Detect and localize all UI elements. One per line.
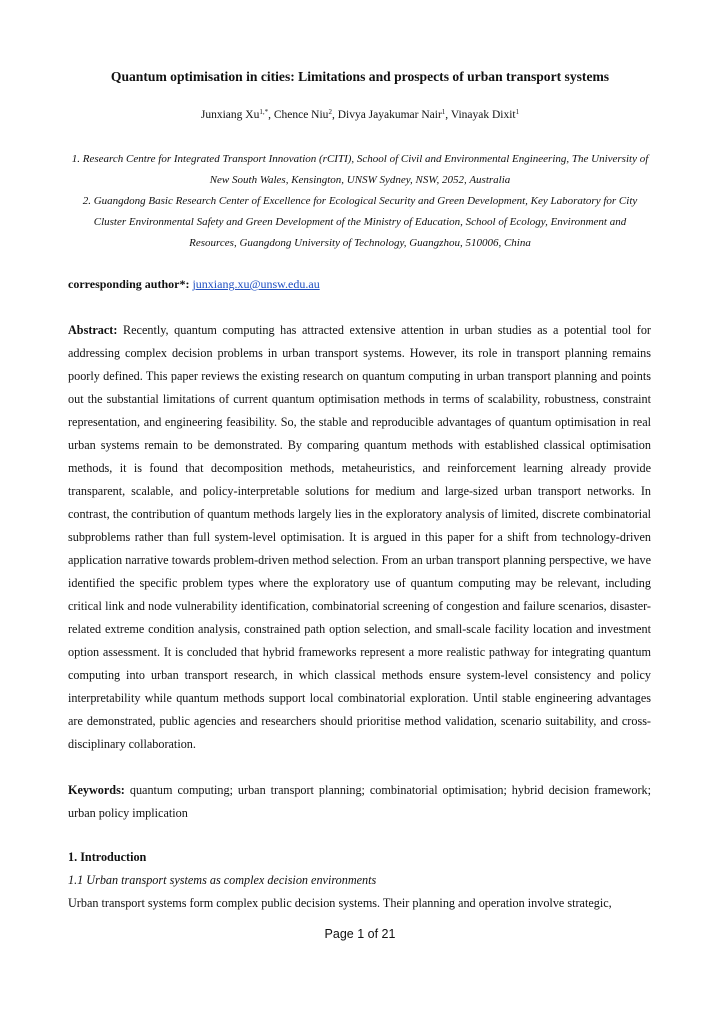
keywords xyxy=(68,779,651,825)
keywords-label: Keywords: xyxy=(68,783,125,797)
author-affiliation-mark: 1 xyxy=(515,108,520,116)
page-number: Page 1 of 21 xyxy=(324,927,396,941)
keywords-text: quantum computing; urban transport planning; combinatorial optimisation; hybrid decision framework; urban policy implication xyxy=(68,783,652,820)
paper-title: Quantum optimisation in cities: Limitations and prospects of urban transport systems xyxy=(110,69,610,84)
author-affiliation-mark: 1,* xyxy=(259,108,269,116)
author-name: Junxiang Xu xyxy=(200,109,260,121)
section-heading: 1. Introduction xyxy=(68,850,147,864)
author-name: Divya Jayakumar Nair xyxy=(337,109,442,121)
abstract-label: Abstract: xyxy=(68,323,118,337)
affiliation: 2. Guangdong Basic Research Center of Excellence for Ecological Security and Green Development, Key Laboratory for City Cluster Environmental Safety and Green Development of the Ministry of Education, School of Ecology, Environment and Resources, Guangdong University of Technology, Guangzhou, 510006, China xyxy=(82,195,638,249)
author-name: Chence Niu xyxy=(273,109,329,121)
corresponding-author xyxy=(68,276,652,292)
corresponding-author-label: corresponding author*: xyxy=(68,277,190,291)
author-list: Junxiang $Xu^{1,*}$, Chence Niu$^2$, Divya Jayakumar Nair$^1$, Vinayak Dixit$^1$ xyxy=(200,108,520,121)
body-text: Urban transport systems form complex public decision systems. Their planning and operation involve strategic, xyxy=(68,896,612,910)
author-name: Vinayak Dixit xyxy=(450,109,516,121)
affiliation-list xyxy=(70,149,650,254)
abstract xyxy=(68,319,651,756)
abstract-text: Recently, quantum computing has attracted extensive attention in urban studies as a potential tool for addressing complex decision problems in urban transport systems. However, its role in transport planning remains poorly defined. This paper reviews the existing research on quantum computing in urban transport planning and points out the substantial limitations of current quantum optimisation methods in terms of scalability, robustness, constraint representation, and engineering feasibility. So, the stable and reproducible advantages of quantum optimisation in real urban systems remain to be demonstrated. By comparing quantum methods with established classical optimisation methods, it is found that decomposition methods, metaheuristics, and reinforcement learning already provide transparent, scalable, and policy-interpretable solutions for medium and large-sized urban transport networks. In contrast, the contribution of quantum methods largely lies in the exploratory analysis of limited, discrete combinatorial subproblems rather than full system-level optimisation. It is argued in this paper for a shift from technology-driven application narrative towards problem-driven method selection. From an urban transport planning perspective, we have identified the specific problem types where the exploratory use of quantum computing may be relevant, including critical link and node vulnerability identification, combinatorial screening of congestion and failure scenarios, disaster-related extreme condition analysis, constrained path option selection, and small-scale facility location and investment option assessment. It is concluded that hybrid frameworks represent a more realistic pathway for integrating quantum computing into urban transport research, in which classical methods ensure system-level consistency and policy interpretability while quantum methods support local combinatorial exploration. Until stable engineering advantages are demonstrated, public agencies and researchers should prioritise method validation, scenario suitability, and cross-disciplinary collaboration. xyxy=(68,323,651,751)
corresponding-email-link[interactable]: junxiang.xu@unsw.edu.au xyxy=(192,277,320,291)
author-affiliation-mark: 2 xyxy=(328,108,332,116)
author-affiliation-mark: 1 xyxy=(441,108,446,116)
affiliation: 1. Research Centre for Integrated Transport Innovation (rCITI), School of Civil and Environmental Engineering, The University of New South Wales, Kensington, UNSW Sydney, NSW, 2052, Australia xyxy=(71,153,649,186)
subsection-heading: 1.1 Urban transport systems as complex decision environments xyxy=(68,873,377,887)
